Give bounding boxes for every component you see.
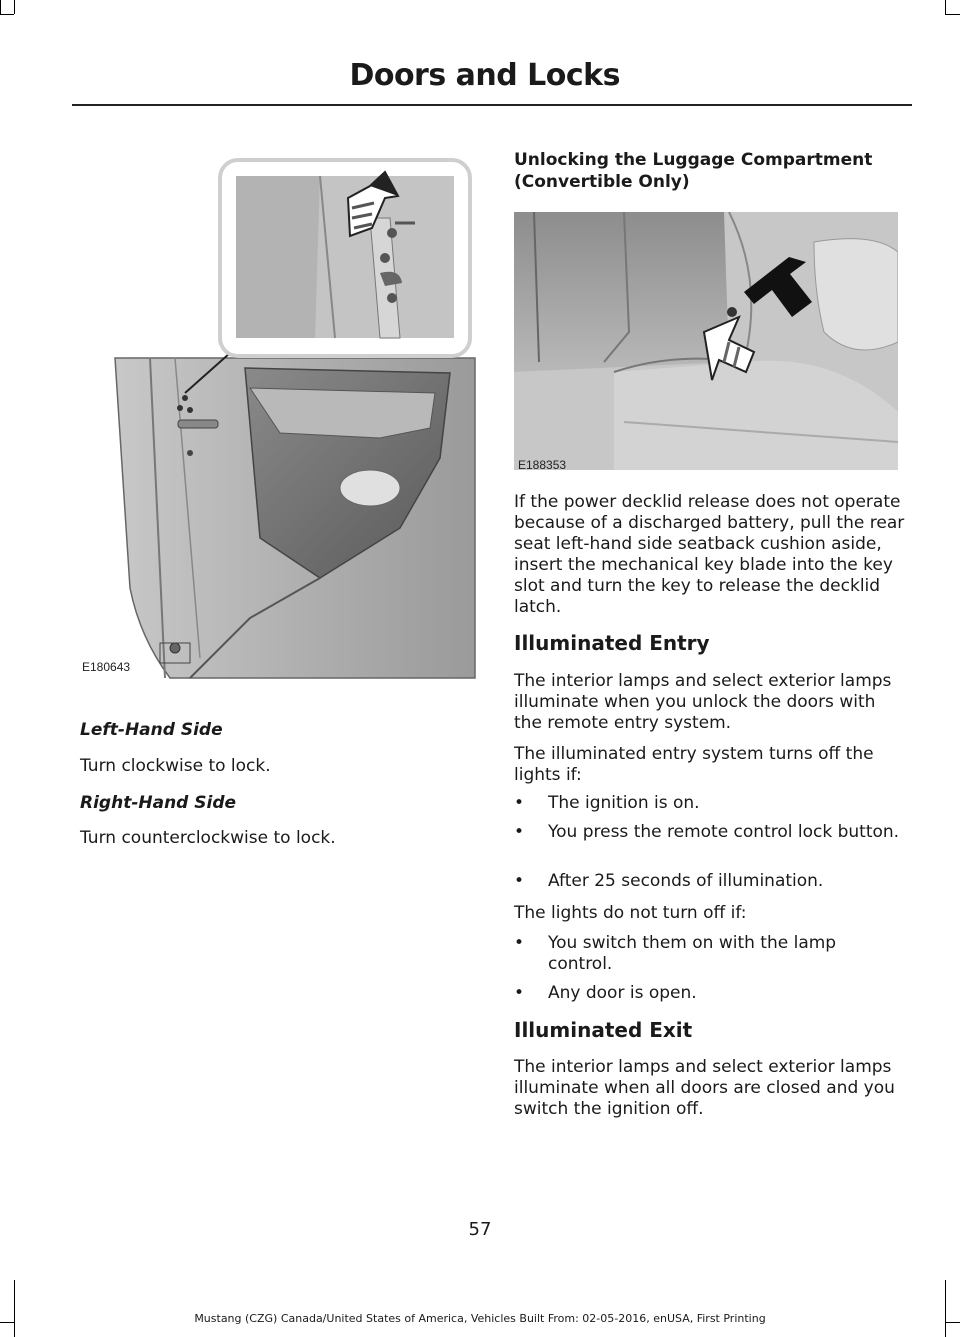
illuminated-entry-heading: Illuminated Entry bbox=[514, 631, 710, 655]
door-latch-figure bbox=[80, 158, 480, 690]
right-hand-side-heading: Right-Hand Side bbox=[80, 793, 237, 813]
illuminated-entry-on-intro: The lights do not turn off if: bbox=[514, 903, 747, 923]
footer-text: Mustang (CZG) Canada/United States of America, Vehicles Built From: 02-05-2016, enUSA, First Printing bbox=[194, 1312, 766, 1325]
crop-mark bbox=[945, 1280, 946, 1337]
figure-code: E188353 bbox=[518, 458, 567, 472]
list-item-text: The ignition is on. bbox=[548, 793, 700, 813]
illuminated-entry-off-intro: The illuminated entry system turns off the lights if: bbox=[514, 744, 874, 785]
crop-mark bbox=[14, 1280, 15, 1337]
list-item-text: Any door is open. bbox=[548, 983, 697, 1003]
crop-mark bbox=[14, 0, 15, 14]
bullet-mark: • bbox=[514, 822, 525, 842]
crop-mark bbox=[945, 14, 960, 15]
page-title: Doors and Locks bbox=[349, 58, 620, 93]
bullet-mark: • bbox=[514, 793, 525, 813]
bullet-mark: • bbox=[514, 983, 525, 1003]
left-hand-side-text: Turn clockwise to lock. bbox=[80, 756, 271, 776]
rear-seat-figure bbox=[514, 212, 898, 470]
section-title: Unlocking the Luggage Compartment (Convertible Only) bbox=[514, 150, 873, 192]
illuminated-exit-heading: Illuminated Exit bbox=[514, 1018, 693, 1042]
list-item-text: After 25 seconds of illumination. bbox=[548, 871, 824, 891]
header-divider bbox=[72, 104, 912, 106]
left-hand-side-heading: Left-Hand Side bbox=[80, 720, 223, 740]
crop-mark bbox=[945, 0, 946, 14]
illuminated-exit-text: The interior lamps and select exterior lamps illuminate when all doors are closed and you switch the ignition off. bbox=[514, 1057, 895, 1119]
crop-mark bbox=[0, 14, 14, 15]
list-item-text: You press the remote control lock button. bbox=[548, 822, 900, 842]
page-number: 57 bbox=[468, 1219, 492, 1240]
illuminated-entry-text: The interior lamps and select exterior lamps illuminate when you unlock the doors with the remote entry system. bbox=[514, 671, 892, 733]
crop-mark bbox=[0, 0, 1, 14]
right-hand-side-text: Turn counterclockwise to lock. bbox=[80, 828, 336, 848]
list-item-text: You switch them on with the lamp control. bbox=[548, 933, 837, 974]
bullet-mark: • bbox=[514, 871, 525, 891]
figure-code: E180643 bbox=[82, 660, 131, 674]
bullet-mark: • bbox=[514, 933, 525, 953]
decklid-release-text: If the power decklid release does not operate because of a discharged battery, pull the rear seat left-hand side seatback cushion aside, insert the mechanical key blade into the key slot and turn the key to release the decklid latch. bbox=[514, 492, 905, 617]
